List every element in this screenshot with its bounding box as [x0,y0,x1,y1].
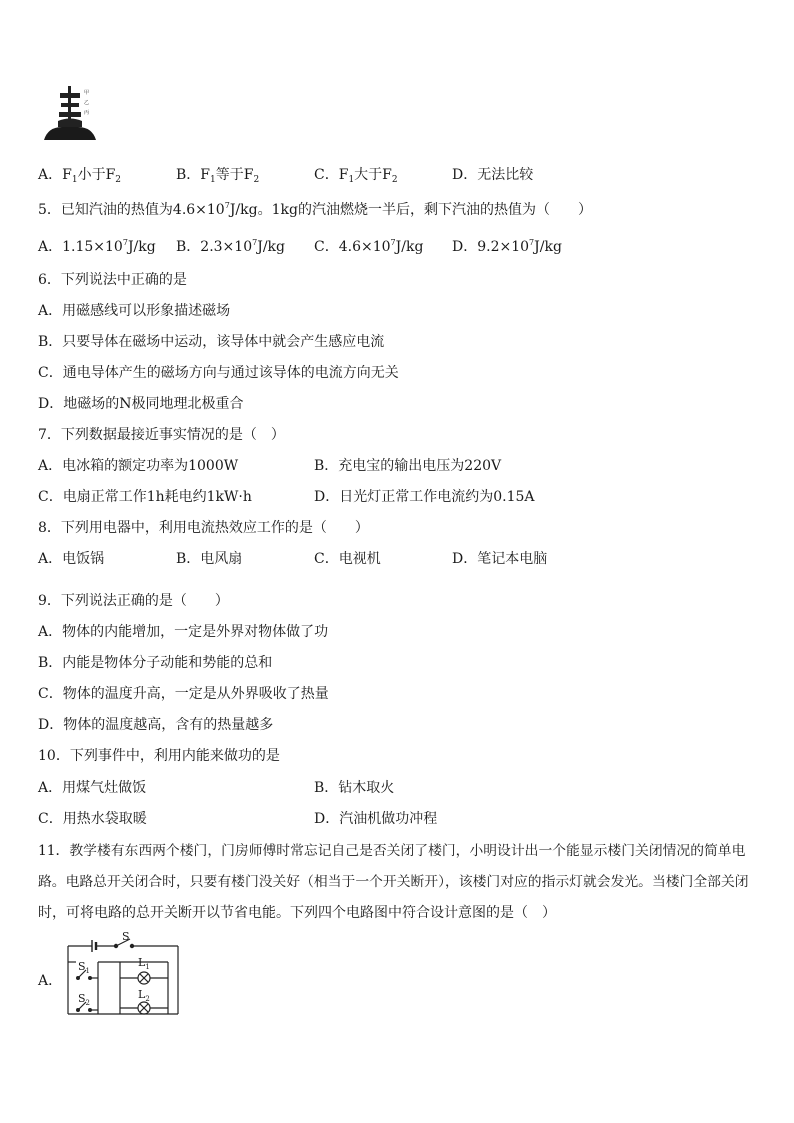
q4-option-c-mid: 大于F [354,167,392,183]
q4-option-b-letter: B． [176,167,201,183]
q4-option-c [314,166,398,189]
stacked-disc-figure [40,83,100,148]
q10-option-b: B．钻木取火 [314,780,395,796]
q5-stem-exp: 7 [224,201,230,210]
q5-option-d-unit: J/kg [534,239,562,255]
q5-option-b-unit: J/kg [257,239,285,255]
q8-option-c: C．电视机 [314,551,381,567]
circuit-label-s2 [78,992,90,1007]
q5-stem [38,197,592,219]
figure-label-yi: 乙 [84,100,90,106]
q4-option-d-text: 无法比较 [477,167,534,183]
circuit-label-l1 [138,956,150,971]
q4-option-a-pre: F [62,167,72,183]
q9-option-a: A．物体的内能增加，一定是外界对物体做了功 [38,624,329,640]
q4-option-a-letter: A． [38,167,63,183]
q5-option-b [176,234,285,256]
q8-option-d: D．笔记本电脑 [452,551,548,567]
circuit-label-s1-letter: S [78,960,86,973]
q5-option-d-base: 9.2×10 [477,239,530,255]
q4-option-b-sub1: 1 [210,175,216,185]
q11-stem-line-3: 时，可将电路的总开关断开以节省电能。下列四个电路图中符合设计意图的是（ ） [38,905,556,921]
circuit-label-l1-sub: 1 [145,963,150,971]
q9-option-c: C．物体的温度升高，一定是从外界吸收了热量 [38,686,329,702]
q4-option-b [176,166,259,189]
q8-stem: 8．下列用电器中，利用电流热效应工作的是（ ） [38,520,369,536]
circuit-label-s1 [78,960,90,975]
q5-option-b-exp: 7 [252,238,258,247]
q7-option-d: D．日光灯正常工作电流约为0.15A [314,489,535,505]
q5-option-c-letter: C． [314,239,339,255]
q10-stem: 10．下列事件中，利用内能来做功的是 [38,748,280,764]
q4-option-b-sub2: 2 [253,175,260,185]
q5-option-c-base: 4.6×10 [338,239,391,255]
q6-stem: 6．下列说法中正确的是 [38,272,187,288]
q11-stem-line-2: 路。电路总开关闭合时，只要有楼门没关好（相当于一个开关断开），该楼门对应的指示灯就会发光。当楼门全部关闭 [38,874,749,890]
q5-option-c-exp: 7 [390,238,396,247]
q4-option-a-mid: 小于F [77,167,116,183]
q10-option-a: A．用煤气灶做饭 [38,780,147,796]
q5-option-c-unit: J/kg [395,239,424,255]
q4-option-b-mid: 等于F [215,167,254,183]
q6-option-b: B．只要导体在磁场中运动，该导体中就会产生感应电流 [38,334,385,350]
circuit-label-l2-sub: 2 [145,995,150,1003]
q4-option-a-sub2: 2 [115,175,122,185]
q9-stem: 9．下列说法正确的是（ ） [38,593,229,609]
circuit-diagram-a [58,932,190,1022]
q6-option-a: A．用磁感线可以形象描述磁场 [38,303,231,319]
q5-option-a-base: 1.15×10 [62,239,123,255]
q7-option-b: B．充电宝的输出电压为220V [314,458,502,474]
q7-option-a: A．电冰箱的额定功率为1000W [38,458,239,474]
q10-option-d: D．汽油机做功冲程 [314,811,438,827]
q10-option-c: C．用热水袋取暖 [38,811,147,827]
q5-option-b-base: 2.3×10 [200,239,253,255]
circuit-label-l2 [138,988,150,1003]
circuit-label-l1-letter: L [138,956,146,969]
circuit-label-s2-letter: S [78,992,86,1005]
q6-option-d: D．地磁场的N极同地理北极重合 [38,396,244,412]
q4-option-d-letter: D． [452,167,478,183]
q5-option-a-exp: 7 [122,238,128,247]
q9-option-b: B．内能是物体分子动能和势能的总和 [38,655,273,671]
q5-option-a-letter: A． [38,239,63,255]
q7-stem: 7．下列数据最接近事实情况的是（ ） [38,427,285,443]
q4-option-b-pre: F [200,167,211,183]
q5-option-d-letter: D． [452,239,478,255]
circuit-label-s1-sub: 1 [85,967,91,975]
q4-option-a [38,166,121,189]
circuit-label-s2-sub: 2 [85,999,91,1007]
q9-option-d: D．物体的温度越高，含有的热量越多 [38,717,274,733]
q5-stem-b: J/kg。1kg的汽油燃烧一半后，剩下汽油的热值为（ ） [229,202,592,218]
q4-option-d [452,166,533,184]
q5-stem-a: 5．已知汽油的热值为4.6×10 [38,202,225,218]
q5-option-d-exp: 7 [529,238,535,247]
q5-option-a [38,234,156,256]
q5-option-d [452,234,562,256]
q5-option-b-letter: B． [176,239,201,255]
figure-label-jia: 甲 [84,90,90,96]
q5-option-a-unit: J/kg [127,239,156,255]
q5-option-c [314,234,423,256]
q11-stem-line-1: 11．教学楼有东西两个楼门，门房师傅时常忘记自己是否关闭了楼门，小明设计出一个能显示楼门关闭情况的简单电 [38,843,746,859]
q11-option-a-letter: A． [38,973,63,989]
q4-option-c-letter: C． [314,167,339,183]
q4-option-c-pre: F [338,167,349,183]
circuit-label-l2-letter: L [138,988,146,1001]
q6-option-c: C．通电导体产生的磁场方向与通过该导体的电流方向无关 [38,365,399,381]
q4-option-c-sub1: 1 [348,175,355,185]
q8-option-a: A．电饭锅 [38,551,105,567]
q4-option-c-sub2: 2 [391,175,398,185]
q4-option-a-sub1: 1 [71,175,78,185]
figure-label-bing: 丙 [84,110,90,116]
circuit-label-s: S [122,930,130,943]
q7-option-c: C．电扇正常工作1h耗电约1kW·h [38,489,252,505]
q8-option-b: B．电风扇 [176,551,243,567]
